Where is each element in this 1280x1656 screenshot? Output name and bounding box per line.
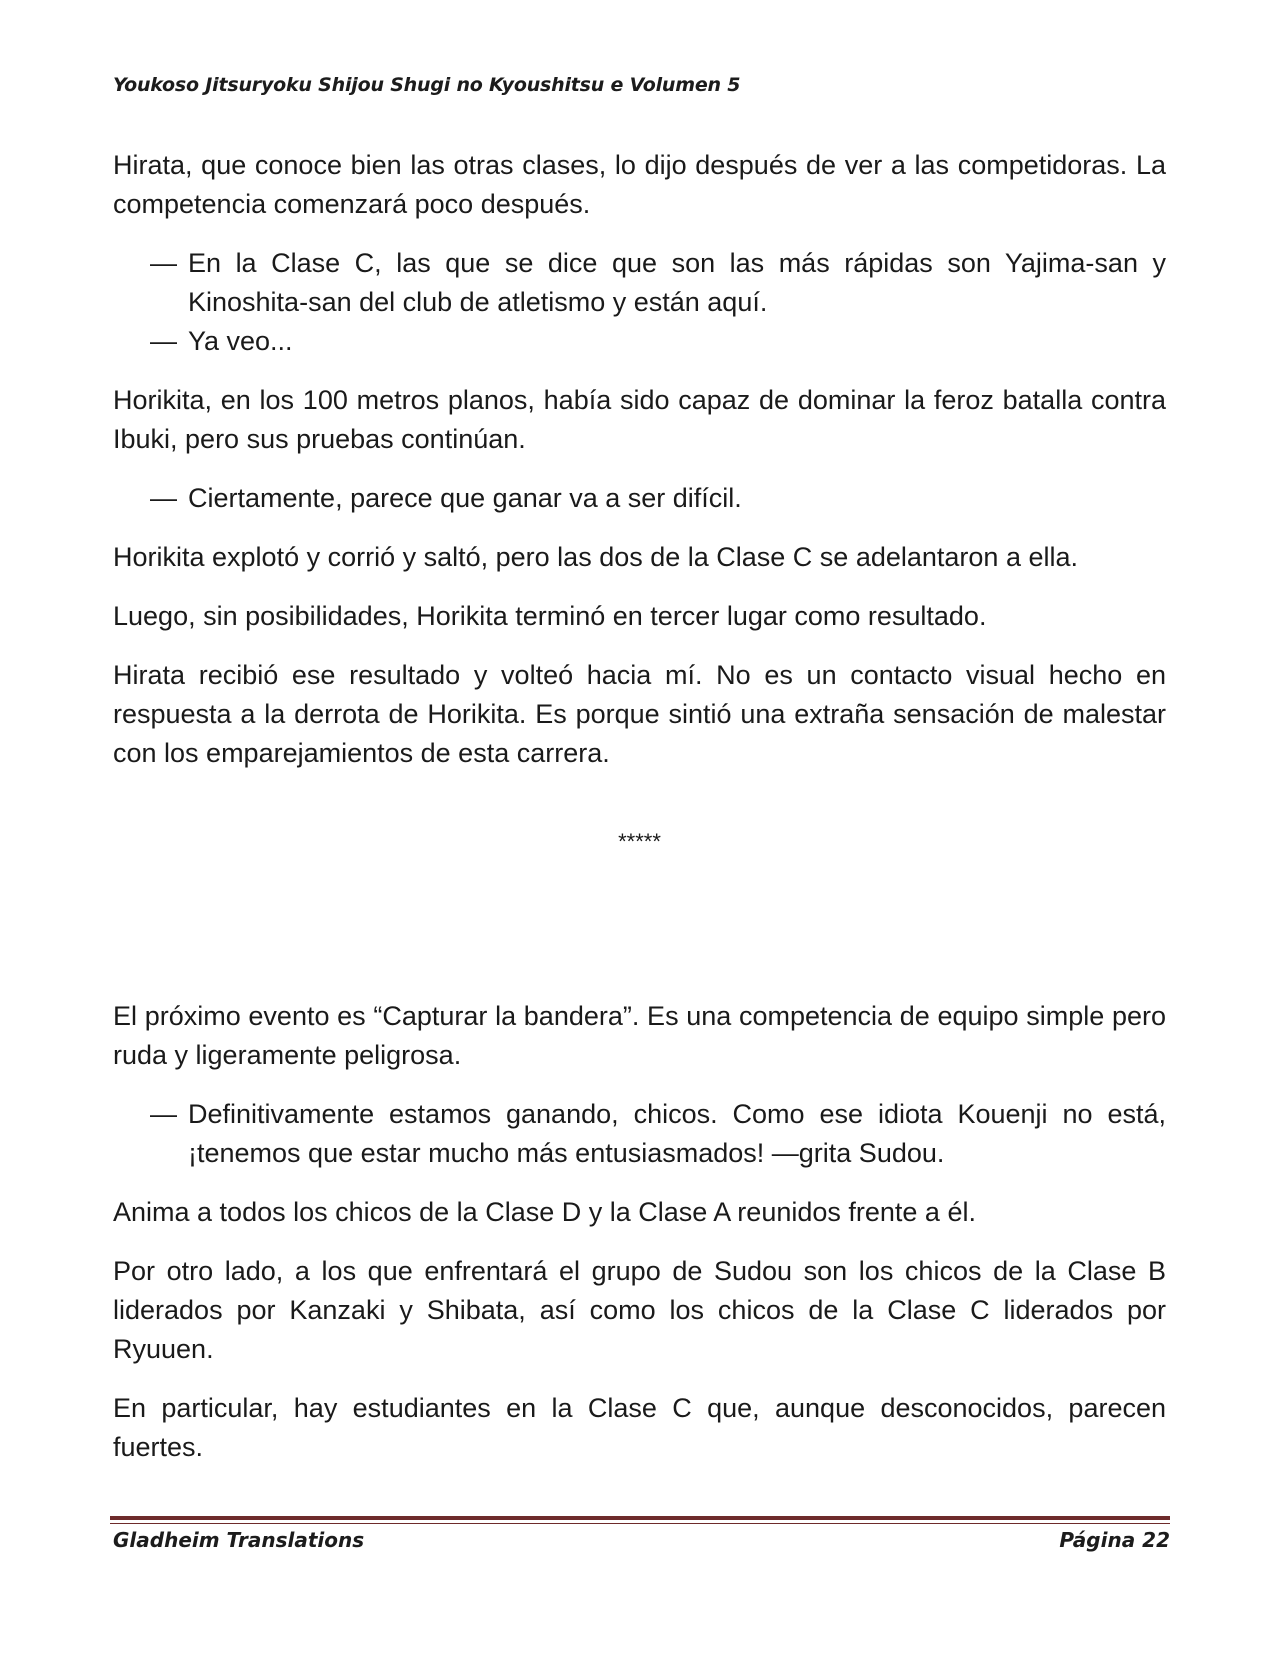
dialogue-dash: — xyxy=(150,1099,177,1129)
dialogue-dash: — xyxy=(150,326,177,356)
dialogue-text: Ya veo... xyxy=(188,326,293,356)
dialogue-group xyxy=(113,1095,1166,1173)
footer-credit: Gladheim Translations xyxy=(113,1528,365,1552)
paragraph: Hirata, que conoce bien las otras clases, lo dijo después de ver a las competidoras. La competencia comenzará poco después. xyxy=(113,150,1166,219)
scene-separator: ***** xyxy=(618,829,661,854)
dialogue-line xyxy=(113,244,1166,322)
page-number: Página 22 xyxy=(1059,1528,1170,1552)
footer-divider xyxy=(110,1516,1170,1524)
paragraph: Luego, sin posibilidades, Horikita terminó en tercer lugar como resultado. xyxy=(113,601,987,631)
dialogue-line xyxy=(113,322,1166,361)
dialogue-text: Definitivamente estamos ganando, chicos. Como ese idiota Kouenji no está, ¡tenemos que estar mucho más entusiasmados! —grita Sudou. xyxy=(188,1099,1166,1168)
paragraph: El próximo evento es “Capturar la bandera”. Es una competencia de equipo simple pero ruda y ligeramente peligrosa. xyxy=(113,1001,1166,1070)
paragraph: Por otro lado, a los que enfrentará el grupo de Sudou son los chicos de la Clase B liderados por Kanzaki y Shibata, así como los chicos de la Clase C liderados por Ryuuen. xyxy=(113,1256,1166,1364)
page-body xyxy=(113,146,1166,1487)
dialogue-text: Ciertamente, parece que ganar va a ser difícil. xyxy=(188,483,742,513)
paragraph: En particular, hay estudiantes en la Clase C que, aunque desconocidos, parecen fuertes. xyxy=(113,1393,1166,1462)
dialogue-text: En la Clase C, las que se dice que son las más rápidas son Yajima-san y Kinoshita-san del club de atletismo y están aquí. xyxy=(188,248,1166,317)
section-spacer xyxy=(113,857,1166,997)
page-header-title: Youkoso Jitsuryoku Shijou Shugi no Kyoushitsu e Volumen 5 xyxy=(113,74,741,96)
paragraph: Anima a todos los chicos de la Clase D y la Clase A reunidos frente a él. xyxy=(113,1197,976,1227)
paragraph: Hirata recibió ese resultado y volteó hacia mí. No es un contacto visual hecho en respuesta a la derrota de Horikita. Es porque sintió una extraña sensación de malestar con los emparejamientos de esta carrera. xyxy=(113,660,1166,768)
dialogue-group xyxy=(113,479,1166,518)
dialogue-group xyxy=(113,244,1166,361)
paragraph: Horikita, en los 100 metros planos, había sido capaz de dominar la feroz batalla contra Ibuki, pero sus pruebas continúan. xyxy=(113,385,1166,454)
dialogue-dash: — xyxy=(150,483,177,513)
dialogue-line xyxy=(113,1095,1166,1173)
paragraph: Horikita explotó y corrió y saltó, pero las dos de la Clase C se adelantaron a ella. xyxy=(113,542,1078,572)
dialogue-dash: — xyxy=(150,248,177,278)
dialogue-line xyxy=(113,479,1166,518)
